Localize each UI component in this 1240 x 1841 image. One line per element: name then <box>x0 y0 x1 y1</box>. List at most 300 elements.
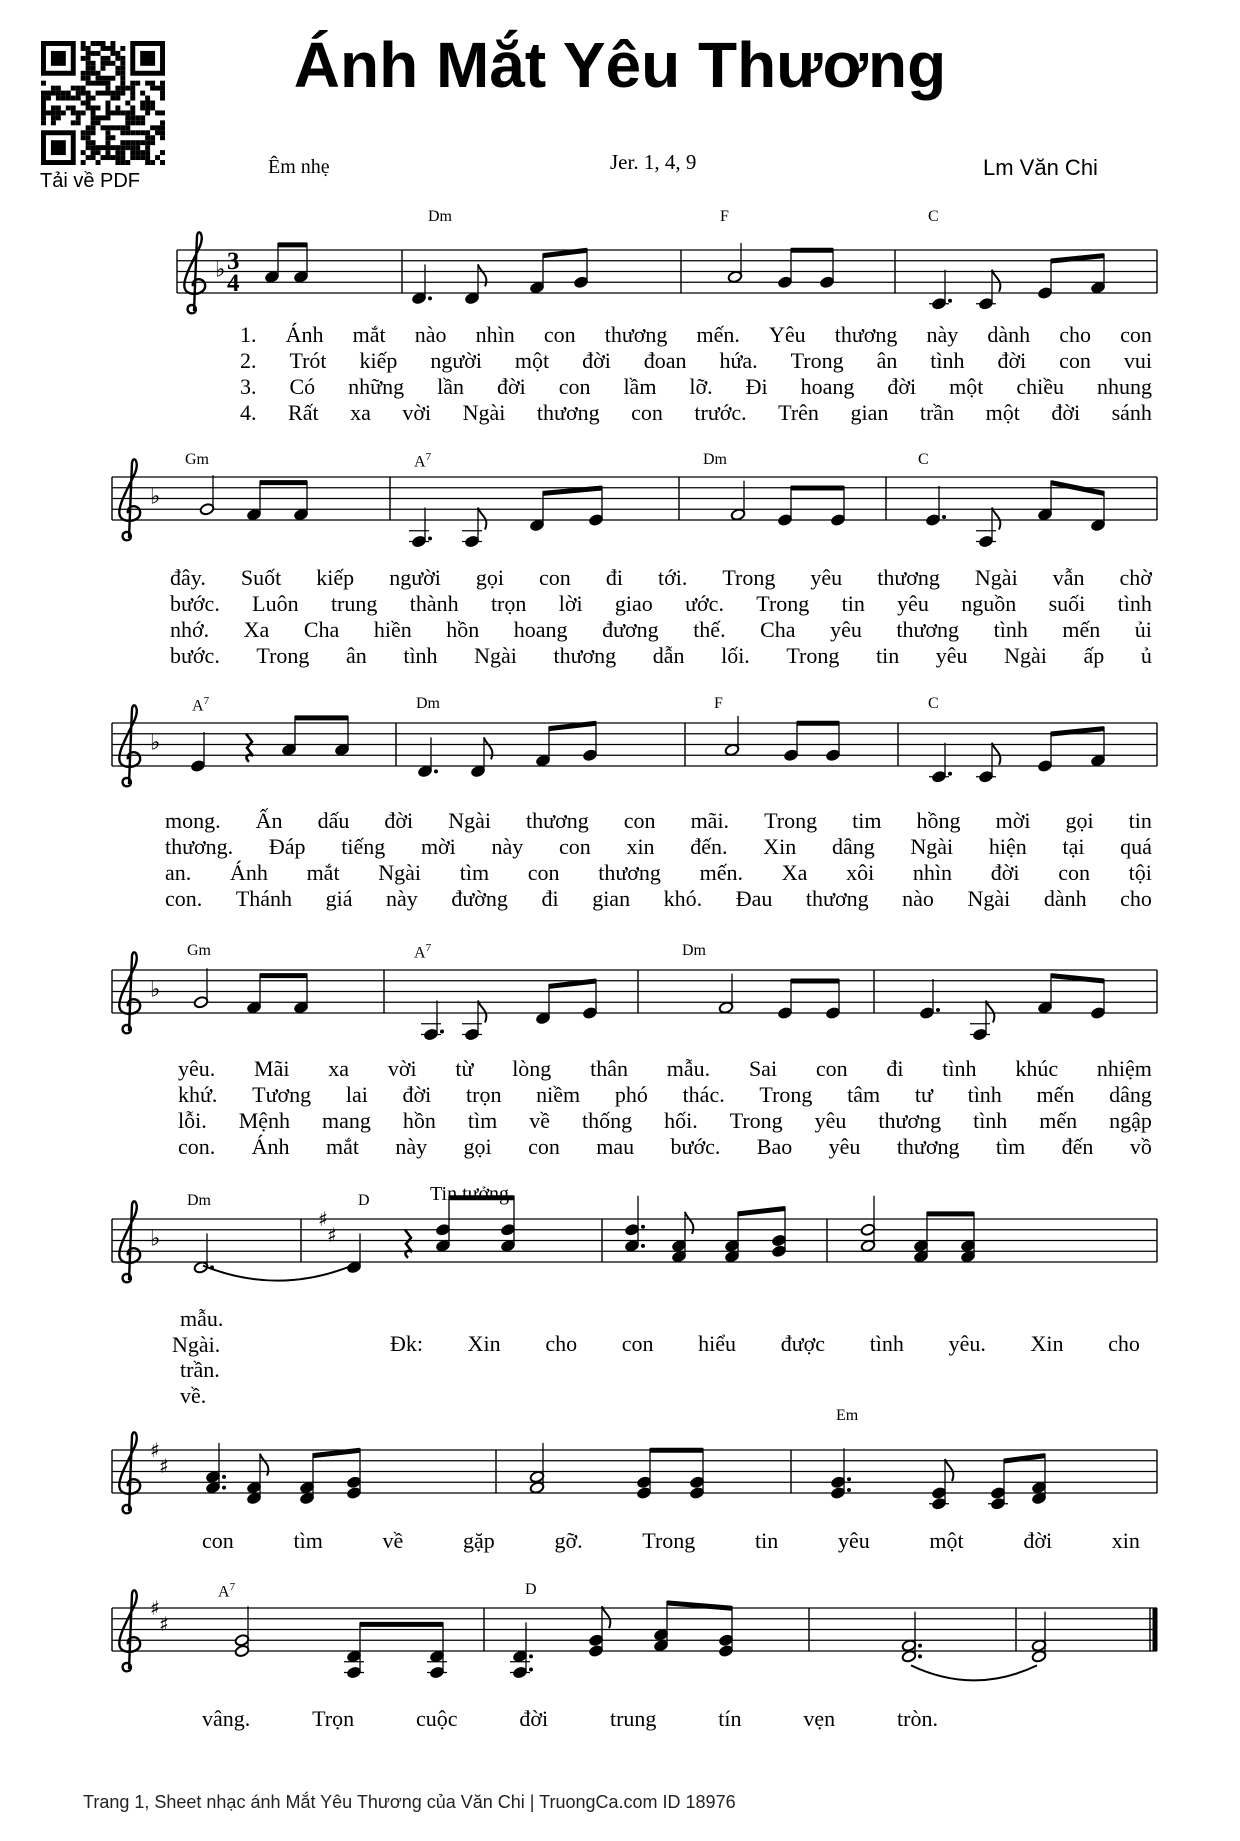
lyric-verse-ending: về. <box>180 1382 207 1408</box>
lyric-word: tình <box>993 617 1028 642</box>
chord-symbol: F <box>714 695 723 712</box>
note-flag <box>992 270 1000 292</box>
chord-symbol: Dm <box>703 451 727 468</box>
lyric-word: lai <box>345 1082 368 1107</box>
lyric-word: con <box>527 860 560 885</box>
download-pdf-link[interactable]: Tải về PDF <box>40 170 141 192</box>
lyric-word: thương <box>604 322 668 347</box>
lyric-word: được <box>780 1331 826 1356</box>
lyric-word: hối. <box>664 1108 698 1133</box>
lyric-word: đến <box>1061 1134 1094 1159</box>
lyric-word: tình <box>967 1082 1002 1107</box>
lyric-word: Ngài <box>967 886 1011 911</box>
flat-icon: ♭ <box>215 257 226 283</box>
lyric-word: đời <box>402 1082 432 1107</box>
note-beam <box>543 250 587 255</box>
lyric-word: tin <box>755 1528 779 1553</box>
chord-symbol: C <box>918 451 929 468</box>
tie <box>911 1665 1037 1680</box>
lyric-word: Trong <box>256 643 310 668</box>
lyric-word: vời <box>402 400 432 425</box>
lyric-word: tiếng <box>341 834 386 859</box>
lyric-word: trọn <box>466 1082 502 1107</box>
lyric-word: lòng <box>512 1056 552 1081</box>
lyric-word: lầm <box>623 374 657 399</box>
lyric-word: hiện <box>988 834 1027 859</box>
lyric-word: mong. <box>165 808 221 833</box>
lyric-word: đời <box>519 1706 549 1731</box>
lyric-word: bước. <box>670 1134 721 1159</box>
lyric-word: Ngài <box>974 565 1018 590</box>
lyric-word: con <box>815 1056 848 1081</box>
lyric-word: ân <box>345 643 367 668</box>
lyric-word: vâng. <box>202 1706 251 1731</box>
lyric-word: Ngài <box>462 400 506 425</box>
lyric-word: ủi <box>1134 617 1152 642</box>
lyric-word: đời <box>1051 400 1081 425</box>
lyric-word: mãi. <box>690 808 730 833</box>
lyric-word: đời <box>997 348 1027 373</box>
lyric-word: đi <box>605 565 623 590</box>
lyric-word: con <box>1059 348 1091 373</box>
augmentation-dot <box>936 1008 940 1012</box>
tempo-marking: Êm nhẹ <box>268 156 330 178</box>
chord-extension: 7 <box>425 942 432 954</box>
lyric-word: con <box>621 1331 654 1356</box>
lyric-word: 4. <box>240 400 257 425</box>
chord-symbol: Dm <box>682 942 706 959</box>
augmentation-dot <box>847 1488 851 1492</box>
lyric-word: thành <box>409 591 459 616</box>
augmentation-dot <box>428 537 432 541</box>
lyric-word: thế. <box>693 617 726 642</box>
lyric-word: về <box>382 1528 404 1553</box>
lyric-word: hồn <box>402 1108 436 1133</box>
note-beam <box>738 1209 785 1214</box>
tie <box>203 1266 352 1281</box>
lyric-word: Trong <box>786 643 840 668</box>
lyric-word: Trong <box>759 1082 813 1107</box>
lyric-line <box>390 1331 1140 1357</box>
treble-clef-icon <box>119 1432 140 1513</box>
lyric-word: tìm <box>995 1134 1026 1159</box>
lyric-word: tại <box>1062 834 1085 859</box>
lyric-word: đi <box>541 886 559 911</box>
lyric-word: khứ. <box>178 1082 218 1107</box>
lyric-word: hứa. <box>719 348 758 373</box>
chord-symbol: C <box>928 695 939 712</box>
treble-clef-icon <box>184 232 205 313</box>
lyric-word: đời <box>1023 1528 1053 1553</box>
treble-clef-icon <box>119 1201 140 1282</box>
note-flag <box>478 1001 486 1023</box>
lyric-word: Ngài <box>378 860 422 885</box>
lyric-word: hiền <box>373 617 412 642</box>
lyric-line <box>178 1056 1152 1082</box>
lyric-word: một <box>514 348 550 373</box>
lyric-word: mến. <box>699 860 744 885</box>
lyric-word: tình <box>973 1108 1008 1133</box>
note-flag <box>992 508 1000 530</box>
lyric-word: con <box>202 1528 234 1553</box>
lyric-word: con <box>528 1134 560 1159</box>
lyric-word: hoang <box>800 374 855 399</box>
chord-symbol: Dm <box>187 1192 211 1209</box>
lyric-word: thương <box>536 400 600 425</box>
lyric-word: con <box>623 808 656 833</box>
lyric-line <box>240 374 1152 400</box>
lyric-word: yêu <box>837 1528 870 1553</box>
lyric-word: vồ <box>1129 1134 1152 1159</box>
lyric-word: đây. <box>170 565 206 590</box>
lyric-verse-ending: mẫu. <box>180 1306 224 1331</box>
lyric-line <box>170 617 1152 643</box>
lyric-word: Đk: <box>390 1331 423 1356</box>
lyric-word: Ấn <box>255 808 283 833</box>
lyric-word: trước. <box>694 400 747 425</box>
lyric-word: Mãi <box>254 1056 290 1081</box>
lyric-word: người <box>430 348 482 373</box>
lyric-word: xin <box>626 834 655 859</box>
lyric-word: lỡ. <box>689 374 713 399</box>
lyric-word: Ngài <box>474 643 517 668</box>
lyric-word: Trong <box>790 348 844 373</box>
lyric-word: cho <box>1108 1331 1140 1356</box>
sharp-icon: ♯ <box>159 1612 169 1637</box>
lyric-word: đường <box>451 886 508 911</box>
lyric-word: xa <box>350 400 371 425</box>
lyric-word: Suốt <box>240 565 282 590</box>
augmentation-dot <box>529 1654 533 1658</box>
lyric-word: yêu <box>897 591 929 616</box>
lyric-word: đời <box>990 860 1020 885</box>
lyric-line <box>170 591 1152 617</box>
lyric-word: niềm <box>536 1082 581 1107</box>
lyric-word: đời <box>496 374 526 399</box>
note-flag <box>992 743 1000 765</box>
note-beam <box>549 981 596 986</box>
lyric-word: đi <box>886 1056 904 1081</box>
lyric-word: đến. <box>690 834 728 859</box>
note-flag <box>478 508 486 530</box>
lyric-word: yêu <box>828 1134 861 1159</box>
sharp-icon: ♯ <box>150 1596 160 1620</box>
page-footer: Trang 1, Sheet nhạc ánh Mắt Yêu Thương của Văn Chi | TruongCa.com ID 18976 <box>83 1792 736 1812</box>
lyric-word: dẫn <box>652 643 685 668</box>
lyric-word: xin <box>1111 1528 1140 1553</box>
lyric-word: an. <box>165 860 192 885</box>
lyric-word: thác. <box>682 1082 725 1107</box>
lyric-word: Bao <box>756 1134 793 1159</box>
chord-symbol: Gm <box>185 451 209 468</box>
note-flag <box>945 1459 953 1481</box>
chord-extension: 7 <box>229 1581 236 1593</box>
lyric-word: 1. <box>240 322 257 347</box>
lyric-word: con. <box>165 886 203 911</box>
lyric-word: tìm <box>293 1528 323 1553</box>
lyric-word: Trong <box>722 565 776 590</box>
lyric-word: tâm <box>847 1082 881 1107</box>
lyric-word: yêu <box>830 617 862 642</box>
lyric-word: ngập <box>1109 1108 1152 1133</box>
lyric-word: con <box>539 565 571 590</box>
lyric-word: giao <box>614 591 653 616</box>
lyric-word: này <box>395 1134 428 1159</box>
lyric-word: nhìn <box>912 860 953 885</box>
lyric-word: hồng <box>916 808 961 833</box>
treble-clef-icon <box>119 705 140 786</box>
note-beam <box>543 488 602 493</box>
lyric-word: ân <box>876 348 898 373</box>
treble-clef-icon <box>119 1590 140 1671</box>
sharp-icon: ♯ <box>150 1438 160 1462</box>
lyric-word: con <box>558 834 591 859</box>
lyric-word: ước. <box>685 591 724 616</box>
lyric-word: gọi <box>463 1134 492 1159</box>
chord-symbol: D <box>525 1581 537 1598</box>
lyric-word: trung <box>609 1706 657 1731</box>
lyric-word: chiều <box>1016 374 1064 399</box>
lyric-word: thương <box>834 322 898 347</box>
quarter-rest-icon <box>246 734 253 762</box>
lyric-word: gặp <box>462 1528 495 1553</box>
lyric-line <box>240 322 1152 348</box>
sharp-icon: ♯ <box>318 1207 328 1231</box>
augmentation-dot <box>641 1244 645 1248</box>
lyric-word: trung <box>330 591 378 616</box>
lyric-word: Đáp <box>268 834 306 859</box>
lyric-word: 2. <box>240 348 257 373</box>
augmentation-dot <box>222 1475 226 1479</box>
augmentation-dot <box>847 1477 851 1481</box>
lyric-verse-ending: trần. <box>180 1357 220 1382</box>
lyric-word: một <box>949 374 984 399</box>
lyric-word: tìm <box>467 1108 498 1133</box>
time-signature-bottom: 4 <box>227 270 240 297</box>
lyric-word: khó. <box>663 886 703 911</box>
lyric-word: mến <box>1062 617 1101 642</box>
lyric-line <box>178 1134 1152 1160</box>
augmentation-dot <box>222 1486 226 1490</box>
lyric-word: mến <box>1039 1108 1078 1133</box>
lyric-word: tình <box>1117 591 1152 616</box>
lyric-word: cho <box>545 1331 578 1356</box>
chord-symbol: $A^7$ <box>414 942 432 962</box>
note-flag <box>986 1001 994 1023</box>
lyric-word: tìm <box>459 860 490 885</box>
lyric-word: Trên <box>778 400 819 425</box>
lyric-word: Xin <box>763 834 797 859</box>
lyric-line <box>178 1108 1152 1134</box>
lyric-word: Trọn <box>312 1706 355 1731</box>
time-signature-top: 3 <box>227 248 240 275</box>
lyric-word: này <box>386 886 418 911</box>
lyric-word: vời <box>387 1056 417 1081</box>
lyric-word: Luôn <box>252 591 299 616</box>
lyric-line <box>202 1528 1140 1554</box>
lyric-word: thương <box>805 886 869 911</box>
lyric-word: Xin <box>1030 1331 1064 1356</box>
lyric-verse-ending: Ngài. <box>172 1331 221 1357</box>
lyric-word: suối <box>1048 591 1086 616</box>
lyric-word: đời <box>384 808 414 833</box>
lyric-word: vẫn <box>1052 565 1085 590</box>
lyric-word: thương <box>526 808 589 833</box>
lyric-word: tình <box>930 348 965 373</box>
lyric-word: Trót <box>289 348 327 373</box>
lyric-word: thương <box>598 860 661 885</box>
lyric-word: vẹn <box>803 1706 836 1731</box>
lyric-word: tình <box>403 643 438 668</box>
sharp-icon: ♯ <box>327 1223 337 1248</box>
lyric-word: con <box>1120 322 1152 347</box>
chord-symbol: Em <box>836 1407 859 1424</box>
chord-symbol: C <box>928 208 939 225</box>
sharp-icon: ♯ <box>159 1454 169 1479</box>
flat-icon: ♭ <box>150 730 161 756</box>
lyric-word: quá <box>1120 834 1152 859</box>
lyric-word: gian <box>850 400 889 425</box>
lyric-word: đương <box>602 617 659 642</box>
lyric-line <box>165 886 1152 912</box>
augmentation-dot <box>641 1225 645 1229</box>
lyric-word: gian <box>592 886 631 911</box>
chord-symbol: $A^7$ <box>218 1581 236 1601</box>
augmentation-dot <box>440 1030 444 1034</box>
lyric-word: thương <box>877 565 940 590</box>
note-flag <box>478 264 486 286</box>
lyric-word: nhớ. <box>170 617 210 642</box>
note-beam <box>549 723 596 728</box>
lyric-word: Trong <box>729 1108 783 1133</box>
lyric-word: thương <box>878 1108 942 1133</box>
lyric-word: gọi <box>475 565 505 590</box>
lyric-word: tội <box>1128 860 1152 885</box>
augmentation-dot <box>529 1668 533 1672</box>
lyric-word: dâng <box>831 834 875 859</box>
flat-icon: ♭ <box>150 1226 161 1252</box>
lyric-word: gỡ. <box>554 1528 583 1553</box>
lyric-word: này <box>926 322 959 347</box>
lyric-word: con <box>1058 860 1090 885</box>
lyric-word: Đi <box>745 374 768 399</box>
lyric-word: ấp <box>1083 643 1105 668</box>
lyric-word: lời <box>558 591 583 616</box>
lyric-line <box>240 400 1152 426</box>
lyric-word: Có <box>289 374 316 399</box>
lyric-word: đời <box>582 348 611 373</box>
lyric-line <box>240 348 1152 374</box>
lyric-word: tin <box>841 591 865 616</box>
lyric-word: Yêu <box>768 322 806 347</box>
lyric-word: một <box>929 1528 964 1553</box>
expression-marking: Tin tưởng <box>430 1183 510 1205</box>
lyric-word: nguồn <box>961 591 1017 616</box>
lyric-word: nhung <box>1096 374 1152 399</box>
augmentation-dot <box>942 515 946 519</box>
lyric-word: bước. <box>170 591 220 616</box>
chord-extension: 7 <box>203 695 210 707</box>
lyric-word: hoang <box>513 617 568 642</box>
lyric-word: Trong <box>642 1528 696 1553</box>
lyric-word: nào <box>414 322 447 347</box>
lyric-word: dành <box>1043 886 1087 911</box>
lyric-word: con <box>558 374 591 399</box>
lyric-word: mời <box>420 834 456 859</box>
lyric-word: con. <box>178 1134 216 1159</box>
lyric-word: kiếp <box>359 348 398 373</box>
treble-clef-icon <box>119 459 140 540</box>
song-title: Ánh Mắt Yêu Thương <box>293 29 947 101</box>
chord-symbol: Dm <box>428 208 452 225</box>
lyric-word: trần <box>919 400 955 425</box>
lyric-line <box>170 565 1152 591</box>
lyric-word: mau <box>596 1134 635 1159</box>
lyric-word: Ngài <box>910 834 954 859</box>
lyric-word: dâng <box>1109 1082 1152 1107</box>
note-flag <box>260 1454 268 1476</box>
lyric-word: mắt <box>325 1134 359 1159</box>
augmentation-dot <box>948 299 952 303</box>
chord-symbol: Dm <box>416 695 440 712</box>
lyric-word: nào <box>902 886 934 911</box>
lyric-word: lối. <box>721 643 750 668</box>
lyric-word: thân <box>590 1056 628 1081</box>
augmentation-dot <box>948 772 952 776</box>
lyric-word: con <box>631 400 663 425</box>
lyric-word: trọn <box>490 591 527 616</box>
lyric-word: yêu. <box>948 1331 986 1356</box>
chord-symbol: D <box>358 1192 370 1209</box>
lyric-word: thống <box>581 1108 633 1133</box>
lyric-word: tình <box>942 1056 977 1081</box>
lyric-word: Xa <box>243 617 270 642</box>
composer: Lm Văn Chi <box>983 155 1098 180</box>
lyric-word: tin <box>1128 808 1152 833</box>
note-flag <box>685 1212 693 1234</box>
lyric-word: yêu <box>935 643 968 668</box>
lyric-word: một <box>985 400 1020 425</box>
lyric-word: cho <box>1120 886 1152 911</box>
scripture-reference: Jer. 1, 4, 9 <box>610 150 697 174</box>
augmentation-dot <box>918 1654 922 1658</box>
lyric-word: gọi <box>1065 808 1094 833</box>
lyric-word: tin <box>875 643 900 668</box>
lyric-word: thương <box>896 1134 960 1159</box>
lyric-word: những <box>348 374 405 399</box>
lyric-word: bước. <box>170 643 220 668</box>
lyric-word: mang <box>322 1108 371 1133</box>
lyric-word: sánh <box>1111 400 1152 425</box>
lyric-word: chờ <box>1119 565 1152 590</box>
lyric-word: yêu. <box>178 1056 216 1081</box>
lyric-word: khúc <box>1015 1056 1059 1081</box>
lyric-word: Sai <box>748 1056 778 1081</box>
lyric-word: Trong <box>764 808 818 833</box>
chord-symbol: $A^7$ <box>414 451 432 471</box>
lyric-line <box>202 1706 938 1732</box>
lyric-word: thương. <box>165 834 234 859</box>
lyric-word: dành <box>987 322 1031 347</box>
augmentation-dot <box>434 769 438 773</box>
lyric-word: cuộc <box>415 1706 458 1731</box>
lyric-word: nhìn <box>475 322 515 347</box>
lyric-word: tình <box>869 1331 904 1356</box>
lyric-word: thương <box>553 643 617 668</box>
lyric-word: Tương <box>252 1082 312 1107</box>
chord-extension: 7 <box>425 451 432 463</box>
lyric-word: phó <box>614 1082 648 1107</box>
